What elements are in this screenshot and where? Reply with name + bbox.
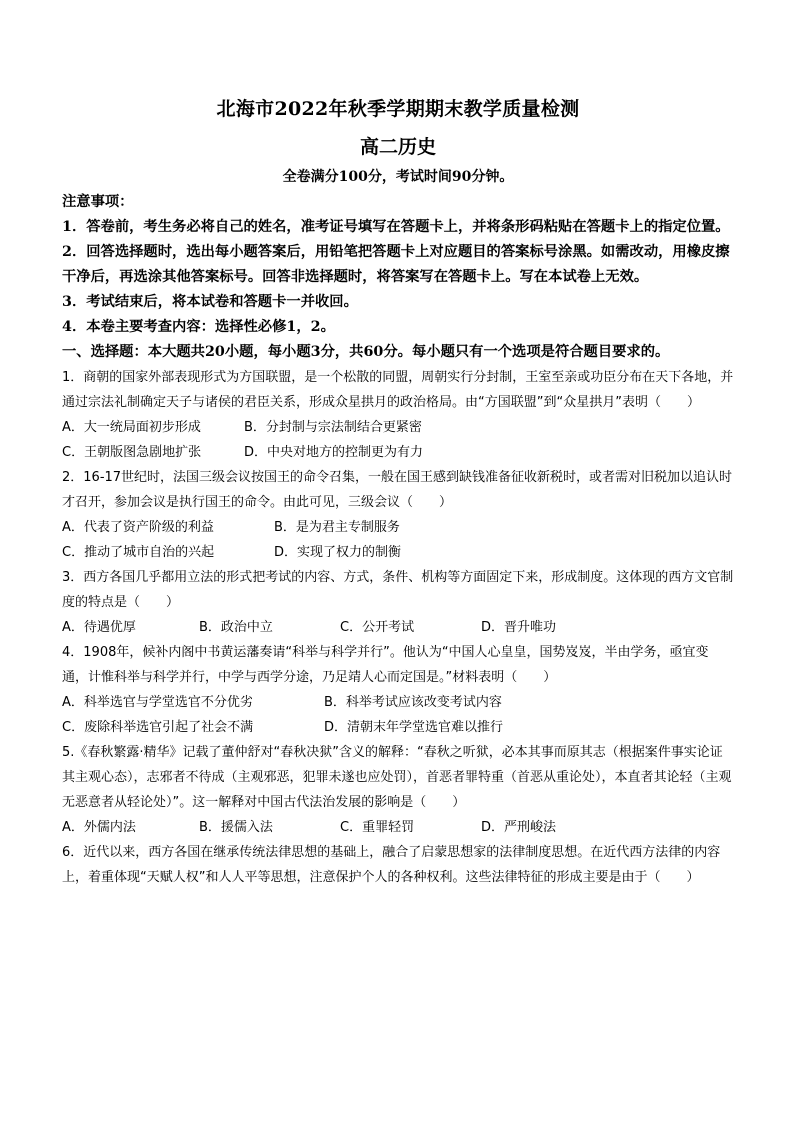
option-row	[62, 440, 734, 465]
question-stem: 4．1908年，候补内阁中书黄运藩奏请“科举与科学并行”。他认为“中国人心皇皇，国势岌岌，半由学务，亟宜变通，计惟科举与科学并行，中学与西学分途，乃足靖人心而定国是。”材料表明（ ）	[62, 645, 709, 685]
question-stem: 3．西方各国几乎都用立法的形式把考试的内容、方式，条件、机构等方面固定下来，形成制度。这体现的西方文官制度的特点是（ ）	[62, 570, 734, 610]
option-row	[62, 540, 734, 565]
option-c: C．推动了城市自治的兴起	[62, 545, 215, 560]
exam-subject: 高二历史	[359, 136, 436, 158]
option-a: A．科举选官与学堂选官不分优劣	[62, 695, 253, 710]
question-stem: 2．16-17世纪时，法国三级会议按国王的命令召集，一般在国王感到缺钱准备征收新税时，或者需对旧税加以追认时才召开，参加会议是执行国王的命令。由此可见，三级会议（ ）	[62, 470, 733, 510]
option-row	[62, 415, 734, 440]
option-d: D．晋升唯功	[481, 620, 557, 635]
option-d: D．严刑峻法	[481, 820, 557, 835]
option-b: B．援儒入法	[199, 820, 273, 835]
notice-item: 3．考试结束后，将本试卷和答题卡一并收回。	[62, 294, 358, 310]
option-row	[62, 715, 734, 740]
option-b: B．科举考试应该改变考试内容	[324, 695, 502, 710]
option-row	[62, 515, 734, 540]
option-row	[62, 615, 734, 640]
option-row	[62, 815, 734, 840]
notice-heading: 注意事项：	[62, 194, 134, 210]
section-heading: 一、选择题：本大题共20小题，每小题3分，共60分。每小题只有一个选项是符合题目要求的。	[62, 344, 670, 360]
option-a: A．大一统局面初步形成	[62, 420, 201, 435]
exam-title: 北海市2022年秋季学期期末教学质量检测	[216, 98, 580, 120]
option-b: B．政治中立	[199, 620, 273, 635]
notice-item: 4．本卷主要考查内容：选择性必修1，2。	[62, 319, 335, 335]
option-a: A．代表了资产阶级的利益	[62, 520, 214, 535]
option-d: D．实现了权力的制衡	[274, 545, 402, 560]
option-b: B．是为君主专制服务	[274, 520, 400, 535]
option-c: C．公开考试	[340, 620, 415, 635]
option-b: B．分封制与宗法制结合更紧密	[244, 420, 422, 435]
option-a: A．外儒内法	[62, 820, 136, 835]
question-stem: 1．商朝的国家外部表现形式为方国联盟，是一个松散的同盟，周朝实行分封制，王室至亲或功臣分布在天下各地，并通过宗法礼制确定天子与诸侯的君臣关系，形成众星拱月的政治格局。由“方国联盟”到“众星拱月”表明（ ）	[62, 370, 734, 410]
option-c: C．废除科举选官引起了社会不满	[62, 720, 254, 735]
option-row	[62, 690, 734, 715]
exam-page	[62, 96, 734, 890]
option-a: A．待遇优厚	[62, 620, 136, 635]
notice-item: 2．回答选择题时，选出每小题答案后，用铅笔把答题卡上对应题目的答案标号涂黑。如需改动，用橡皮擦干净后，再选涂其他答案标号。回答非选择题时，将答案写在答题卡上。写在本试卷上无效。	[62, 244, 730, 285]
option-d: D．中央对地方的控制更为有力	[244, 445, 424, 460]
exam-info: 全卷满分100分，考试时间90分钟。	[282, 169, 514, 185]
option-d: D．清朝末年学堂选官难以推行	[324, 720, 504, 735]
option-c: C．王朝版图急剧地扩张	[62, 445, 202, 460]
option-c: C．重罪轻罚	[340, 820, 415, 835]
question-stem: 6．近代以来，西方各国在继承传统法律思想的基础上，融合了启蒙思想家的法律制度思想。在近代西方法律的内容上，着重体现“天赋人权”和人人平等思想，注意保护个人的各种权利。这些法律特征的形成主要是由于（ ）	[62, 845, 721, 885]
question-stem: 5.《春秋繁露·精华》记载了董仲舒对“春秋决狱”含义的解释：“春秋之听狱，必本其事而原其志（根据案件事实论证其主观心态），志邪者不待成（主观邪恶，犯罪未遂也应处罚），首恶者罪特重（首恶从重论处），本直者其论轻（主观无恶意者从轻论处）”。这一解释对中国古代法治发展的影响是（ ）	[62, 745, 732, 810]
notice-item: 1．答卷前，考生务必将自己的姓名，准考证号填写在答题卡上，并将条形码粘贴在答题卡上的指定位置。	[62, 219, 730, 235]
